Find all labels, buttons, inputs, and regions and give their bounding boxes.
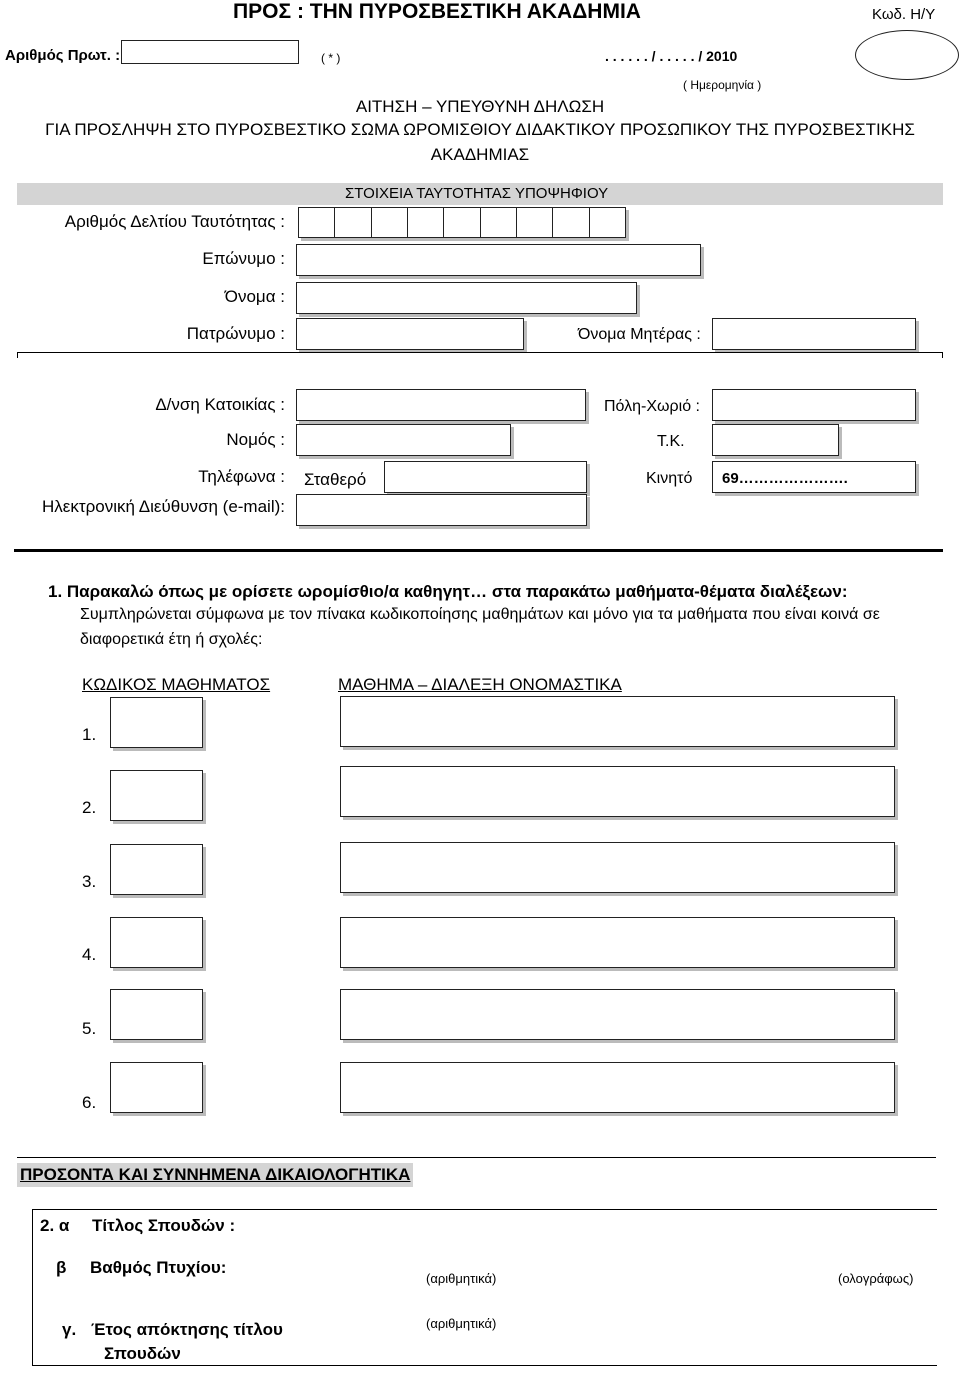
lesson-field[interactable] <box>340 917 895 968</box>
thick-divider <box>14 549 943 552</box>
graduation-year-numeric-caption: (αριθμητικά) <box>426 1316 497 1331</box>
heading-line-1: ΑΙΤΗΣΗ – ΥΠΕΥΘΥΝΗ ΔΗΛΩΣΗ <box>355 97 605 116</box>
date-caption: ( Ημερομηνία ) <box>683 78 762 92</box>
identity-section-title: ΣΤΟΙΧΕΙΑ ΤΑΥΤΟΤΗΤΑΣ ΥΠΟΨΗΦΙΟΥ <box>345 185 609 202</box>
qualifications-title: ΠΡΟΣΟΝΤΑ ΚΑΙ ΣΥΝΝΗΜΕΝΑ ΔΙΚΑΙΟΛΟΓΗΤΙΚΑ <box>17 1163 413 1187</box>
computer-code-label: Κωδ. Η/Υ <box>872 6 936 23</box>
course-row-number: 1. <box>82 725 97 744</box>
graduation-year-label-line-1: Έτος απόκτησης τίτλου <box>91 1320 283 1339</box>
courses-intro: 1. Παρακαλώ όπως με ορίσετε ωρομίσθιο/α καθηγητ… στα παρακάτω μαθήματα-θέματα διαλέξεων: <box>48 582 848 601</box>
course-row-number: 4. <box>82 945 97 964</box>
protocol-label: Αριθμός Πρωτ. : <box>5 47 121 64</box>
degree-grade-words-caption: (ολογράφως) <box>838 1271 914 1286</box>
course-code-header: ΚΩΔΙΚΟΣ ΜΑΘΗΜΑΤΟΣ <box>82 675 271 694</box>
street-label: Δ/νση Κατοικίας : <box>155 395 285 414</box>
section-divider <box>17 352 943 353</box>
computer-code-field[interactable] <box>855 30 959 80</box>
landline-label: Σταθερό <box>304 470 367 489</box>
lesson-field[interactable] <box>340 989 895 1040</box>
courses-instructions-line-3: διαφορετικά έτη ή σχολές: <box>80 631 263 648</box>
date-field[interactable]: . . . . . . / . . . . . / 2010 <box>605 48 738 64</box>
name-field[interactable] <box>296 282 637 314</box>
title-of-studies-number: 2. α <box>40 1216 70 1235</box>
course-code-field[interactable] <box>110 697 203 748</box>
course-row-number: 5. <box>82 1019 97 1038</box>
mobile-label: Κινητό <box>646 470 693 487</box>
course-code-field[interactable] <box>110 770 203 821</box>
mother-name-label: Όνομα Μητέρας : <box>578 326 701 343</box>
divider-tick-right <box>942 352 943 358</box>
id-number-label: Αριθμός Δελτίου Ταυτότητας : <box>64 212 285 231</box>
protocol-number-field[interactable] <box>121 40 299 64</box>
course-row-number: 6. <box>82 1093 97 1112</box>
id-number-field[interactable] <box>298 207 626 238</box>
name-label: Όνομα : <box>224 287 285 306</box>
divider-tick-left <box>17 352 18 358</box>
phones-label: Τηλέφωνα : <box>198 467 285 486</box>
qualifications-table-top-border <box>32 1209 937 1210</box>
mobile-value: 69…………………. <box>722 470 848 487</box>
qualifications-table-bottom-border <box>32 1365 937 1366</box>
degree-grade-numeric-caption: (αριθμητικά) <box>426 1271 497 1286</box>
course-row-number: 3. <box>82 872 97 891</box>
zip-label: Τ.Κ. <box>657 433 685 450</box>
asterisk-note: ( * ) <box>321 51 341 65</box>
father-name-label: Πατρώνυμο : <box>186 324 285 343</box>
heading-line-2: ΓΙΑ ΠΡΟΣΛΗΨΗ ΣΤΟ ΠΥΡΟΣΒΕΣΤΙΚΟ ΣΩΜΑ ΩΡΟΜΙΣΘΙΟΥ ΔΙΔΑΚΤΙΚΟΥ ΠΡΟΣΩΠΙΚΟΥ ΤΗΣ ΠΥΡΟΣΒΕΣΤΙΚΗΣ <box>45 120 915 139</box>
lesson-field[interactable] <box>340 842 895 893</box>
heading-line-3: ΑΚΑΔΗΜΙΑΣ <box>430 145 530 164</box>
city-field[interactable] <box>712 389 916 421</box>
street-field[interactable] <box>296 389 586 421</box>
graduation-year-label-line-2: Σπουδών <box>104 1344 181 1363</box>
course-code-field[interactable] <box>110 844 203 895</box>
degree-grade-label: Βαθμός Πτυχίου: <box>90 1258 227 1277</box>
lesson-field[interactable] <box>340 696 895 747</box>
courses-instructions-line-2: Συμπληρώνεται σύμφωνα με τον πίνακα κωδικοποίησης μαθημάτων και μόνο για τα μαθήματα που είναι κοινά σε <box>80 606 880 623</box>
title-of-studies-label: Τίτλος Σπουδών : <box>92 1216 236 1235</box>
graduation-year-number: γ. <box>62 1320 77 1339</box>
qualifications-divider <box>17 1157 936 1158</box>
lesson-field[interactable] <box>340 766 895 817</box>
father-name-field[interactable] <box>296 318 524 350</box>
course-code-field[interactable] <box>110 917 203 968</box>
prefecture-label: Νομός : <box>226 430 285 449</box>
lesson-header: ΜΑΘΗΜΑ – ΔΙΑΛΕΞΗ ΟΝΟΜΑΣΤΙΚΑ <box>338 675 622 694</box>
lesson-field[interactable] <box>340 1062 895 1113</box>
zip-field[interactable] <box>712 424 839 456</box>
qualifications-table-left-border <box>32 1209 33 1365</box>
degree-grade-number: β <box>56 1258 67 1277</box>
email-field[interactable] <box>296 494 587 526</box>
page-title: ΠΡΟΣ : ΤΗΝ ΠΥΡΟΣΒΕΣΤΙΚΗ ΑΚΑΔΗΜΙΑ <box>233 0 641 23</box>
surname-label: Επώνυμο : <box>202 249 285 268</box>
course-code-field[interactable] <box>110 989 203 1040</box>
course-row-number: 2. <box>82 798 97 817</box>
course-code-field[interactable] <box>110 1062 203 1113</box>
email-label: Ηλεκτρονική Διεύθυνση (e-mail): <box>42 497 285 516</box>
mother-name-field[interactable] <box>712 318 916 350</box>
prefecture-field[interactable] <box>296 424 511 456</box>
city-label: Πόλη-Χωριό : <box>604 398 700 415</box>
surname-field[interactable] <box>296 244 701 276</box>
landline-field[interactable] <box>384 461 587 493</box>
